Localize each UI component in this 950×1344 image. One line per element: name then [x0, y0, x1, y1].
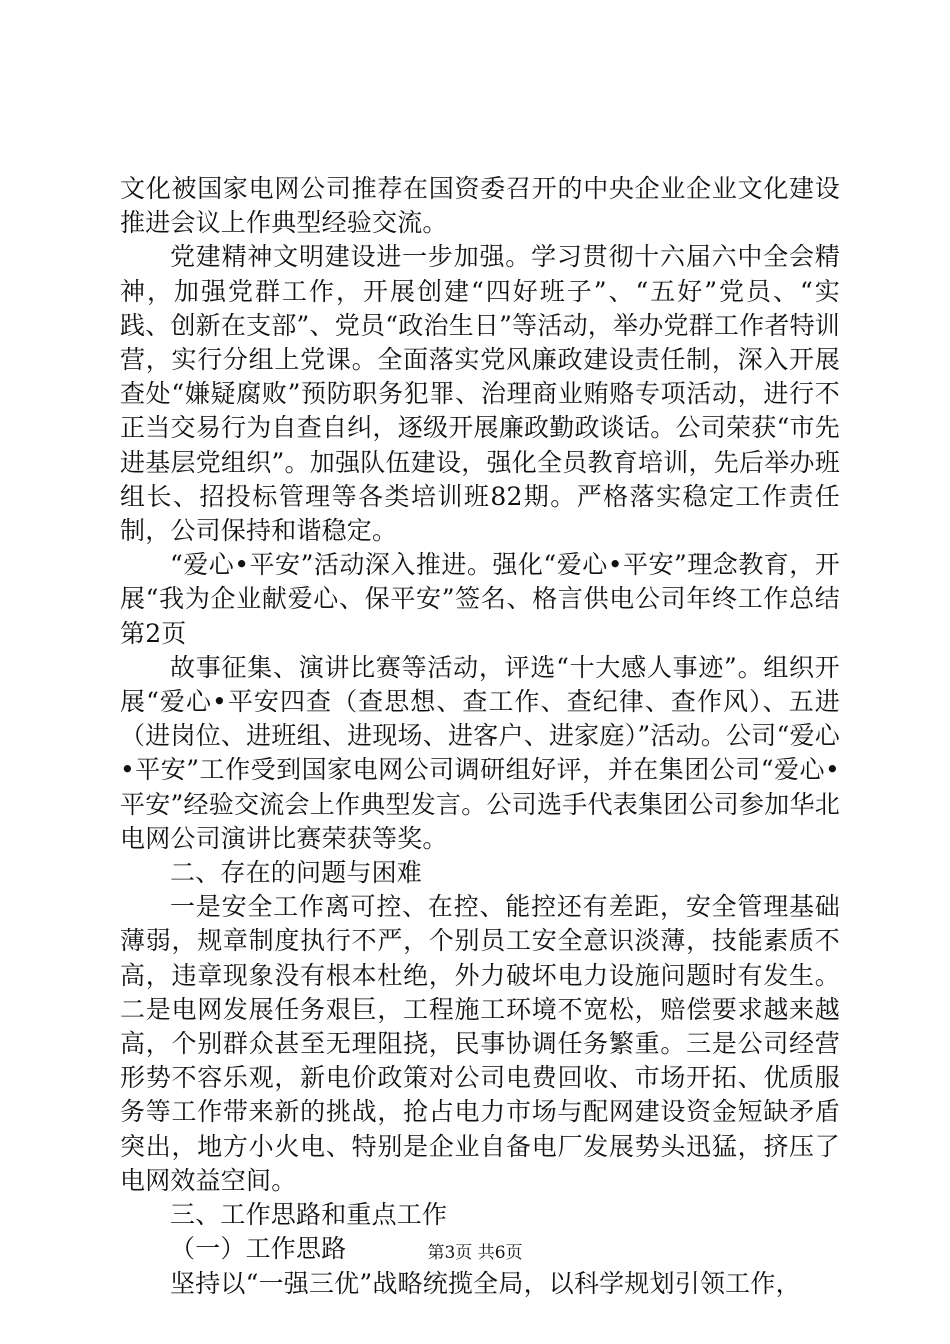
paragraph-5: 一是安全工作离可控、在控、能控还有差距，安全管理基础薄弱，规章制度执行不严，个别员工安全意识淡薄，技能素质不高，违章现象没有根本杜绝，外力破坏电力设施问题时有发生。二是电网发展任务艰巨，工程施工环境不宽松，赔偿要求越来越高，个别群众甚至无理阻挠，民事协调任务繁重。三是公司经营形势不容乐观，新电价政策对公司电费回收、市场开拓、优质服务等工作带来新的挑战，抢占电力市场与配网建设资金短缺矛盾突出，地方小火电、特别是企业自备电厂发展势头迅猛，挤压了电网效益空间。 [120, 892, 840, 1195]
paragraph-6: 坚持以“一强三优”战略统揽全局，以科学规划引领工作， [170, 1268, 801, 1298]
section-heading-2: 二、存在的问题与困难 [170, 858, 423, 888]
paragraph-4: 故事征集、演讲比赛等活动，评选“十大感人事迹”。组织开展“爱心•平安四查（查思想、查工作、查纪律、查作风）、五进（进岗位、进班组、进现场、进客户、进家庭）”活动。公司“爱心•平安”工作受到国家电网公司调研组好评，并在集团公司“爱心•平安”经验交流会上作典型发言。公司选手代表集团公司参加华北电网公司演讲比赛荣获等奖。 [120, 652, 840, 853]
document-body [120, 172, 840, 1301]
page-footer: 第3页 共6页 [427, 1243, 523, 1263]
paragraph-2: 党建精神文明建设进一步加强。学习贯彻十六届六中全会精神，加强党群工作，开展创建“四好班子”、“五好”党员、“实践、创新在支部”、党员“政治生日”等活动，举办党群工作者特训营，实行分组上党课。全面落实党风廉政建设责任制，深入开展查处“嫌疑腐败”预防职务犯罪、治理商业贿赂专项活动，进行不正当交易行为自查自纠，逐级开展廉政勤政谈话。公司荣获“市先进基层党组织”。加强队伍建设，强化全员教育培训，先后举办班组长、招投标管理等各类培训班82期。严格落实稳定工作责任制，公司保持和谐稳定。 [120, 242, 840, 546]
paragraph-3: “爱心•平安”活动深入推进。强化“爱心•平安”理念教育，开展“我为企业献爱心、保平安”签名、格言供电公司年终工作总结第2页 [120, 550, 840, 648]
paragraph-1: 文化被国家电网公司推荐在国资委召开的中央企业企业文化建设推进会议上作典型经验交流。 [120, 174, 840, 238]
section-heading-3: 三、工作思路和重点工作 [170, 1200, 448, 1230]
subsection-heading-1: （一）工作思路 [170, 1234, 347, 1264]
